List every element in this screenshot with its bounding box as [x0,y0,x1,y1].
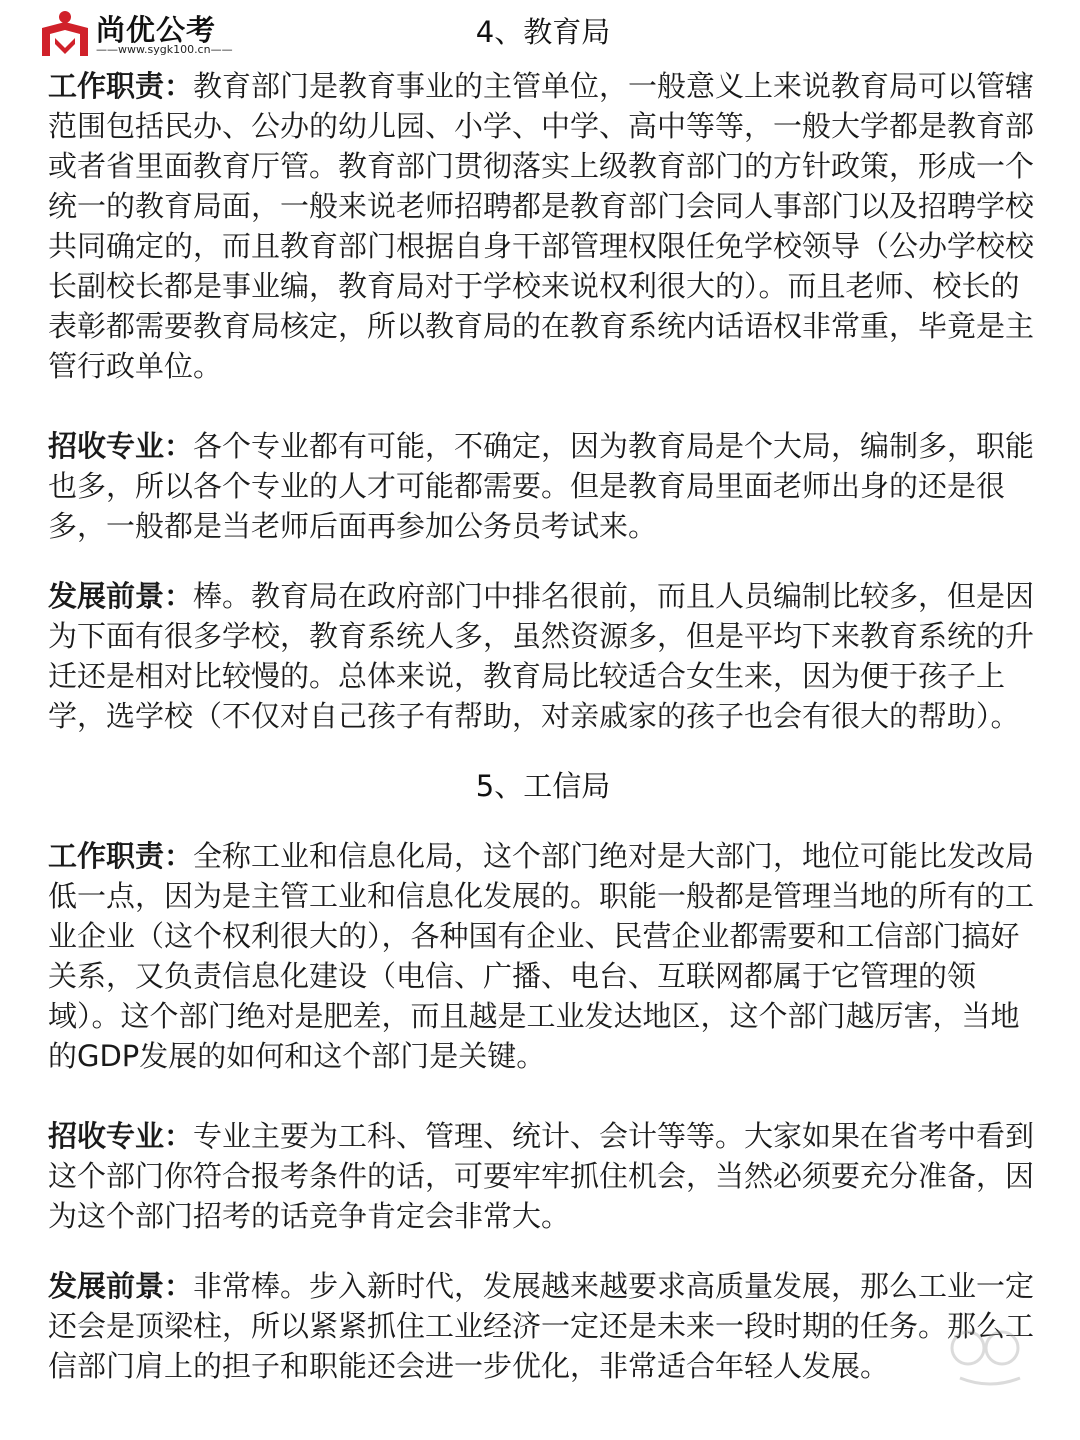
section-4-duties [48,66,1038,386]
logo-url: ——www.sygk100.cn—— [96,43,233,56]
logo-name: 尚优公考 [96,13,217,47]
section-4-title: 4、教育局 [475,15,611,49]
majors-label: 招收专业： [48,1119,194,1153]
prospects-text: 棒。教育局在政府部门中排名很前，而且人员编制比较多，但是因为下面有很多学校，教育系统人多，虽然资源多，但是平均下来教育系统的升迁还是相对比较慢的。总体来说，教育局比较适合女生来，因为便于孩子上学，选学校（不仅对自己孩子有帮助，对亲戚家的孩子也会有很大的帮助）。 [48,579,1035,733]
article [48,12,1038,1386]
section-4-majors [48,426,1038,546]
section-4-prospects [48,576,1038,736]
majors-label: 招收专业： [48,429,194,463]
majors-text: 专业主要为工科、管理、统计、会计等等。大家如果在省考中看到这个部门你符合报考条件的话，可要牢牢抓住机会，当然必须要充分准备，因为这个部门招考的话竞争肯定会非常大。 [48,1119,1035,1233]
prospects-text: 非常棒。步入新时代，发展越来越要求高质量发展，那么工业一定还会是顶梁柱，所以紧紧抓住工业经济一定还是未来一段时期的任务。那么工信部门肩上的担子和职能还会进一步优化，非常适合年轻人发展。 [48,1269,1035,1383]
duties-text: 教育部门是教育事业的主管单位，一般意义上来说教育局可以管辖范围包括民办、公办的幼儿园、小学、中学、高中等等，一般大学都是教育部或者省里面教育厅管。教育部门贯彻落实上级教育部门的方针政策，形成一个统一的教育局面，一般来说老师招聘都是教育部门会同人事部门以及招聘学校共同确定的，而且教育部门根据自身干部管理权限任免学校领导（公办学校校长副校长都是事业编，教育局对于学校来说权利很大的）。而且老师、校长的表彰都需要教育局核定，所以教育局的在教育系统内话语权非常重，毕竟是主管行政单位。 [48,69,1035,383]
prospects-label: 发展前景： [48,579,194,613]
section-5-duties [48,836,1038,1076]
section-5-majors [48,1116,1038,1236]
section-5-prospects [48,1266,1038,1386]
watermark-icon [940,1318,1040,1398]
prospects-label: 发展前景： [48,1269,194,1303]
section-5-title: 5、工信局 [475,769,611,803]
duties-text: 全称工业和信息化局，这个部门绝对是大部门，地位可能比发改局低一点，因为是主管工业和信息化发展的。职能一般都是管理当地的所有的工业企业（这个权利很大的），各种国有企业、民营企业都需要和工信部门搞好关系，又负责信息化建设（电信、广播、电台、互联网都属于它管理的领域）。这个部门绝对是肥差，而且越是工业发达地区，这个部门越厉害，当地的GDP发展的如何和这个部门是关键。 [48,839,1035,1073]
duties-label: 工作职责： [48,839,194,873]
duties-label: 工作职责： [48,69,194,103]
majors-text: 各个专业都有可能，不确定，因为教育局是个大局，编制多，职能也多，所以各个专业的人才可能都需要。但是教育局里面老师出身的还是很多，一般都是当老师后面再参加公务员考试来。 [48,429,1035,543]
